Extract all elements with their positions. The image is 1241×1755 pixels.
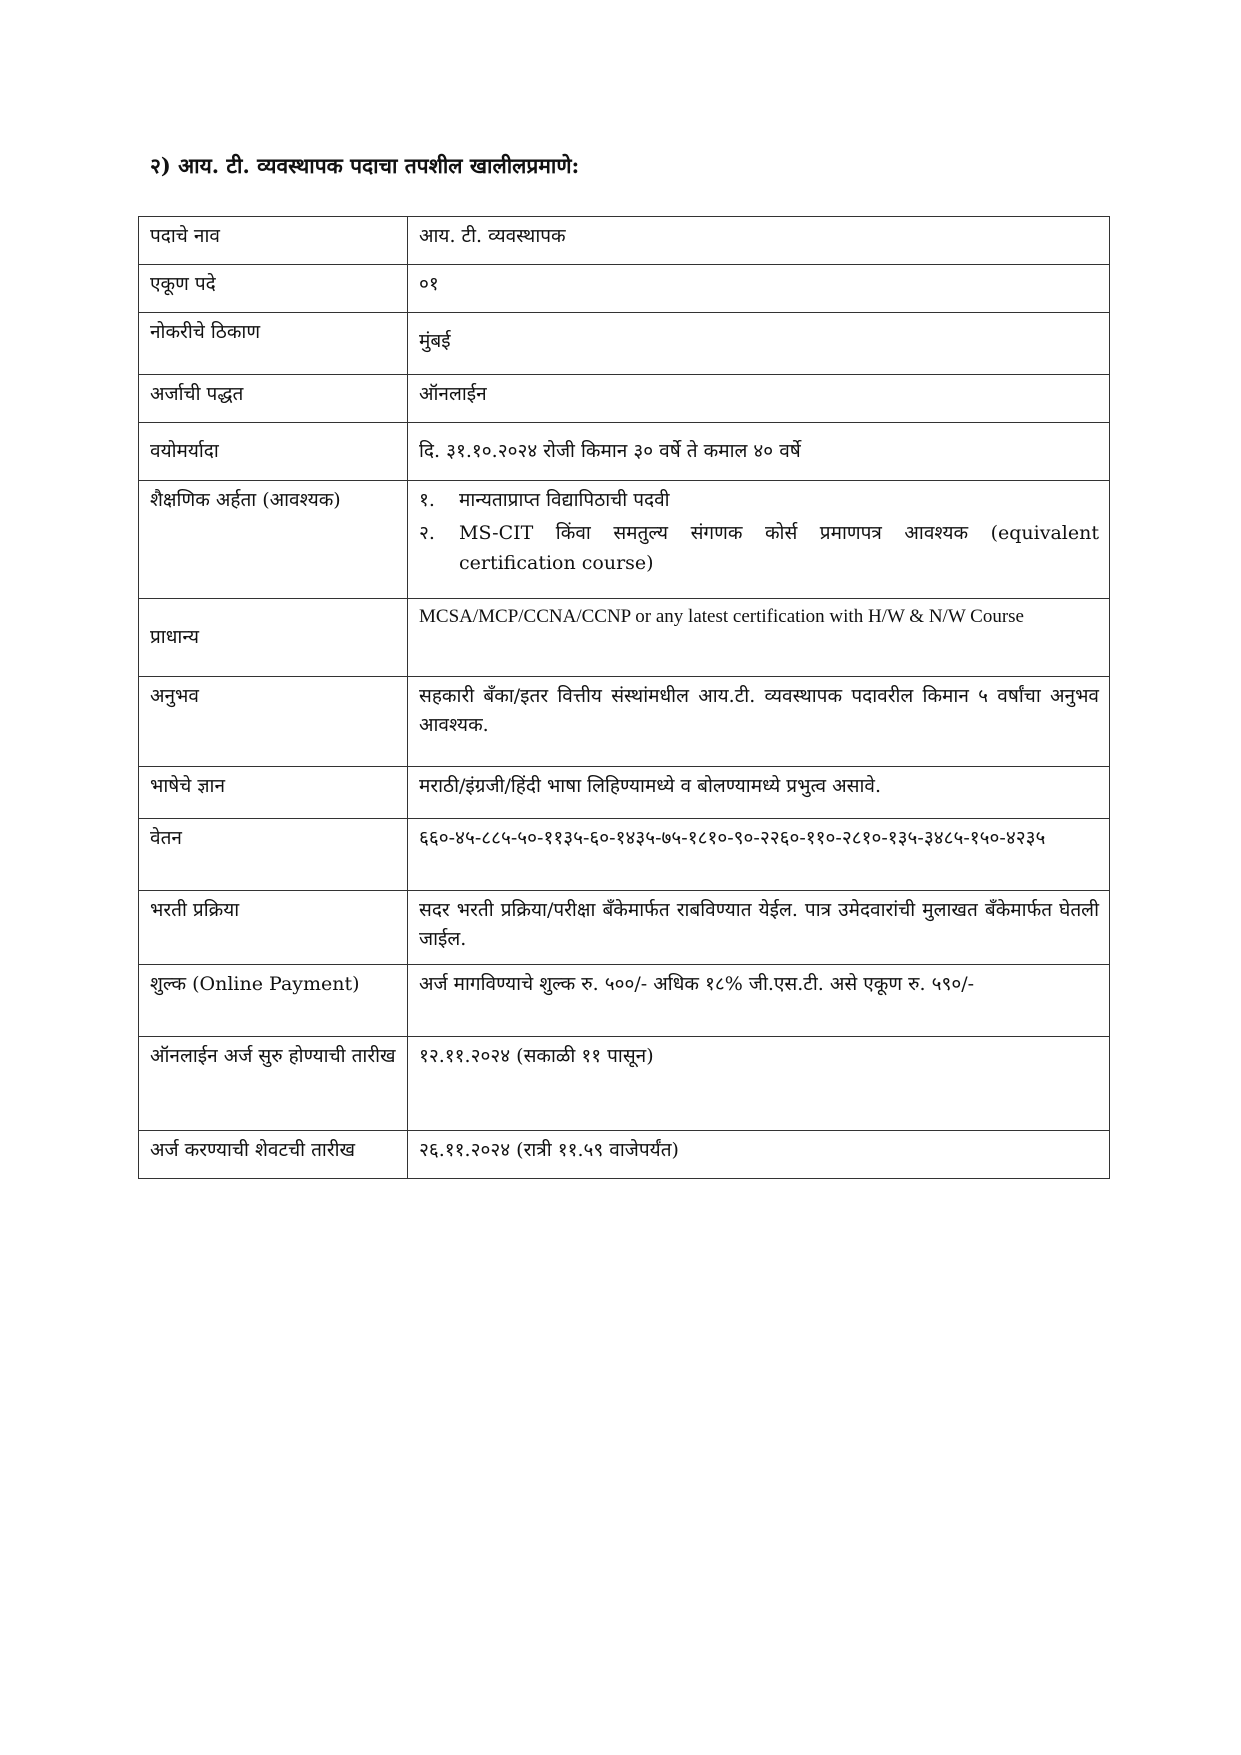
- list-text: MS-CIT किंवा समतुल्य संगणक कोर्स प्रमाणपत्र आवश्यक (equivalent certification course): [459, 522, 1099, 574]
- table-row: [139, 677, 1110, 767]
- section-heading: २) आय. टी. व्यवस्थापक पदाचा तपशील खालीलप्रमाणे:: [150, 153, 580, 178]
- table-row: [139, 217, 1110, 265]
- row-label: भाषेचे ज्ञान: [139, 767, 408, 819]
- row-label: एकूण पदे: [139, 265, 408, 313]
- row-value: २६.११.२०२४ (रात्री ११.५९ वाजेपर्यंत): [408, 1131, 1110, 1179]
- table-row: [139, 891, 1110, 965]
- row-value: दि. ३१.१०.२०२४ रोजी किमान ३० वर्षे ते कमाल ४० वर्षे: [408, 423, 1110, 481]
- list-number: २.: [419, 522, 435, 545]
- row-value: ऑनलाईन: [408, 375, 1110, 423]
- row-label: वयोमर्यादा: [139, 423, 408, 481]
- table-row: [139, 599, 1110, 677]
- row-value: सहकारी बँका/इतर वित्तीय संस्थांमधील आय.टी. व्यवस्थापक पदावरील किमान ५ वर्षांचा अनुभव आवश्यक.: [408, 677, 1110, 767]
- row-value: मुंबई: [408, 313, 1110, 375]
- row-label: अर्ज करण्याची शेवटची तारीख: [139, 1131, 408, 1179]
- row-label: पदाचे नाव: [139, 217, 408, 265]
- table-row: [139, 481, 1110, 599]
- row-value: MCSA/MCP/CCNA/CCNP or any latest certification with H/W & N/W Course: [408, 599, 1110, 677]
- row-value: [408, 481, 1110, 599]
- table-row: [139, 265, 1110, 313]
- list-item: [419, 486, 1099, 515]
- list-text: मान्यताप्राप्त विद्यापिठाची पदवी: [459, 489, 670, 511]
- row-label: अनुभव: [139, 677, 408, 767]
- row-label: नोकरीचे ठिकाण: [139, 313, 408, 375]
- row-value: मराठी/इंग्रजी/हिंदी भाषा लिहिण्यामध्ये व बोलण्यामध्ये प्रभुत्व असावे.: [408, 767, 1110, 819]
- row-value: १२.११.२०२४ (सकाळी ११ पासून): [408, 1037, 1110, 1131]
- row-value: सदर भरती प्रक्रिया/परीक्षा बँकेमार्फत राबविण्यात येईल. पात्र उमेदवारांची मुलाखत बँकेमार्फत घेतली जाईल.: [408, 891, 1110, 965]
- row-value: ६६०-४५-८८५-५०-११३५-६०-१४३५-७५-१८१०-९०-२२६०-११०-२८१०-१३५-३४८५-१५०-४२३५: [408, 819, 1110, 891]
- row-label: भरती प्रक्रिया: [139, 891, 408, 965]
- list-item: [419, 519, 1099, 578]
- post-details-table: [138, 216, 1110, 1179]
- table-row: [139, 423, 1110, 481]
- row-value: अर्ज मागविण्याचे शुल्क रु. ५००/- अधिक १८% जी.एस.टी. असे एकूण रु. ५९०/-: [408, 965, 1110, 1037]
- row-label: ऑनलाईन अर्ज सुरु होण्याची तारीख: [139, 1037, 408, 1131]
- list-number: १.: [419, 489, 435, 511]
- row-label: शुल्क (Online Payment): [139, 965, 408, 1037]
- row-value: ०१: [408, 265, 1110, 313]
- table-row: [139, 1037, 1110, 1131]
- row-label: वेतन: [139, 819, 408, 891]
- row-label: शैक्षणिक अर्हता (आवश्यक): [139, 481, 408, 599]
- table-row: [139, 1131, 1110, 1179]
- qualification-list: [419, 486, 1099, 578]
- table-row: [139, 965, 1110, 1037]
- table-row: [139, 313, 1110, 375]
- table-row: [139, 375, 1110, 423]
- table-row: [139, 819, 1110, 891]
- row-value: आय. टी. व्यवस्थापक: [408, 217, 1110, 265]
- table-row: [139, 767, 1110, 819]
- row-label: अर्जाची पद्धत: [139, 375, 408, 423]
- row-label: प्राधान्य: [139, 599, 408, 677]
